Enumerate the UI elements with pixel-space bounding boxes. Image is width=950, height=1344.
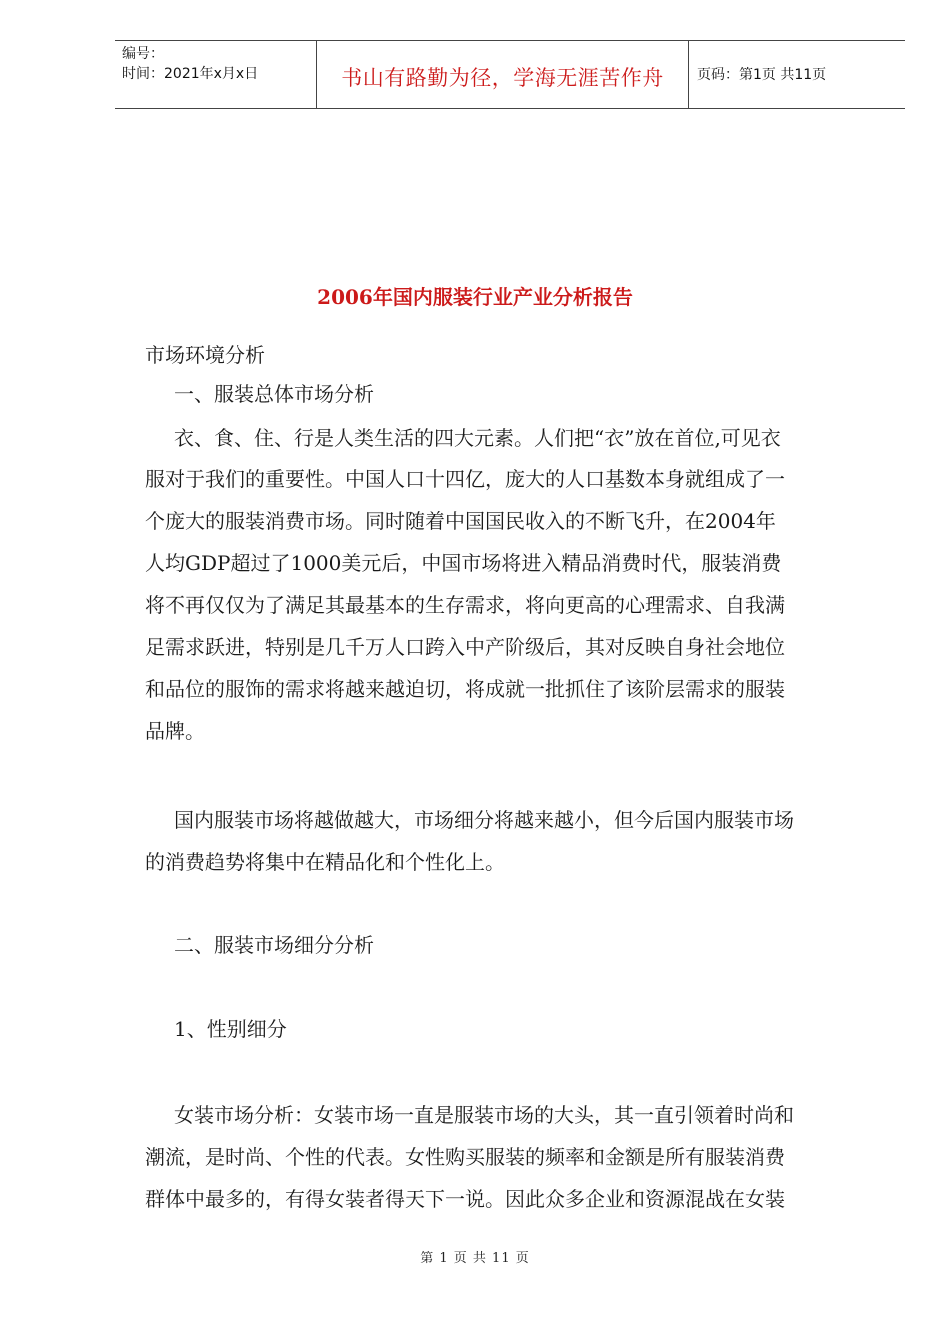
motto-text: 书山有路勤为径，学海无涯苦作舟 — [341, 66, 664, 90]
header-info-cell — [115, 41, 316, 108]
header-motto-cell — [316, 41, 689, 108]
paragraph-line: 和品位的服饰的需求将越来越迫切，将成就一批抓住了该阶层需求的服装 — [145, 677, 785, 701]
paragraph-line: 将不再仅仅为了满足其最基本的生存需求，将向更高的心理需求、自我满 — [145, 593, 785, 617]
paragraph-line: 衣、食、住、行是人类生活的四大元素。人们把“衣”放在首位,可见衣 — [174, 426, 781, 450]
serial-number-label: 编号： — [122, 46, 164, 62]
paragraph-line: 潮流，是时尚、个性的代表。女性购买服装的频率和金额是所有服装消费 — [145, 1145, 785, 1169]
document-title: 2006年国内服装行业产业分析报告 — [317, 285, 633, 309]
page-footer: 第 1 页 共 11 页 — [420, 1251, 530, 1266]
header-page-cell — [689, 41, 905, 108]
paragraph-line: 品牌。 — [145, 719, 205, 743]
date-label: 时间：2021年x月x日 — [122, 66, 259, 82]
paragraph-line: 服对于我们的重要性。中国人口十四亿，庞大的人口基数本身就组成了一 — [145, 467, 785, 491]
page-info: 页码：第1页 共11页 — [697, 67, 827, 83]
section-heading: 市场环境分析 — [145, 343, 265, 367]
paragraph-line: 个庞大的服装消费市场。同时随着中国国民收入的不断飞升，在2004年 — [145, 509, 776, 533]
document-header — [115, 40, 905, 109]
subsection-heading: 二、服装市场细分分析 — [174, 933, 374, 957]
paragraph-line: 的消费趋势将集中在精品化和个性化上。 — [145, 850, 505, 874]
paragraph-line: 女装市场分析：女装市场一直是服装市场的大头，其一直引领着时尚和 — [174, 1103, 794, 1127]
subsection-heading: 一、服装总体市场分析 — [174, 382, 374, 406]
paragraph-line: 国内服装市场将越做越大，市场细分将越来越小，但今后国内服装市场 — [174, 808, 794, 832]
paragraph-line: 人均GDP超过了1000美元后，中国市场将进入精品消费时代，服装消费 — [145, 551, 782, 575]
paragraph-line: 足需求跃进，特别是几千万人口跨入中产阶级后，其对反映自身社会地位 — [145, 635, 785, 659]
subsection-heading: 1、性别细分 — [174, 1017, 287, 1041]
paragraph-line: 群体中最多的，有得女装者得天下一说。因此众多企业和资源混战在女装 — [145, 1187, 785, 1211]
